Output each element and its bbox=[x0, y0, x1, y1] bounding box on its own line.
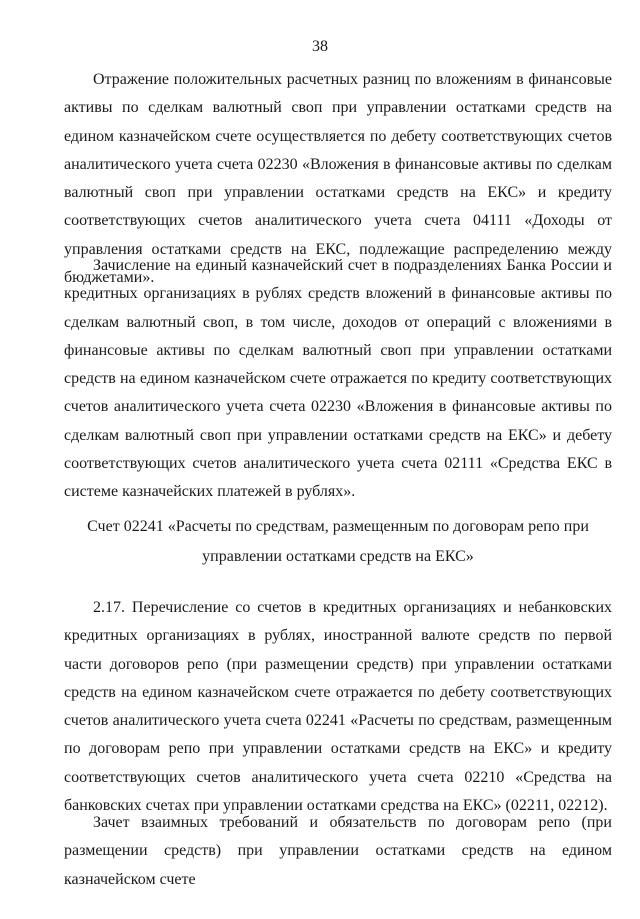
paragraph-repo-netting: Зачет взаимных требований и обязательств по договорам репо (при размещении средств) при управлении остатками средств на едином казначейском счете bbox=[64, 814, 612, 888]
section-swap-crediting bbox=[64, 252, 612, 507]
account-heading bbox=[64, 512, 612, 572]
paragraph-swap-crediting: Зачисление на единый казначейский счет в подразделениях Банка России и кредитных организациях в рублях средств вложений в финансовые активы по сделкам валютный своп, в том числе, доходов от операций с вложениями в финансовые активы по сделкам валютный своп при управлении остатками средств на едином казначейском счете отражается по кредиту соответствующих счетов аналитического учета счета 02230 «Вложения в финансовые активы по сделкам валютный своп при управлении остатками средств на ЕКС» и дебету соответствующих счетов аналитического учета счета 02111 «Средства ЕКС в системе казначейских платежей в рублях». bbox=[64, 257, 612, 501]
page-number: 38 bbox=[312, 38, 328, 55]
account-heading-line-1: Счет 02241 «Расчеты по средствам, размещенным по договорам репо при bbox=[87, 518, 589, 535]
paragraph-positive-differences: Отражение положительных расчетных разниц по вложениям в финансовые активы по сделкам валютный своп при управлении остатками средств на едином казначейском счете осуществляется по дебету соответствующих счетов аналитического учета счета 02230 «Вложения в финансовые активы по сделкам валютный своп при управлении остатками средств на ЕКС» и кредиту соответствующих счетов аналитического учета счета 04111 «Доходы от управления остатками средств на ЕКС, подлежащие распределению между бюджетами». bbox=[64, 71, 612, 287]
account-heading-line-2: управлении остатками средств на ЕКС» bbox=[202, 548, 474, 565]
section-repo-transfer bbox=[64, 594, 612, 820]
paragraph-repo-transfer: 2.17. Перечисление со счетов в кредитных организациях и небанковских кредитных организациях в рублях, иностранной валюте средств по первой части договоров репо (при размещении средств) при управлении остатками средств на едином казначейском счете отражается по дебету соответствующих счетов аналитического учета счета 02241 «Расчеты по средствам, размещенным по договорам репо при управлении остатками средств на ЕКС» и кредиту соответствующих счетов аналитического учета счета 02210 «Средства на банковских счетах при управлении остатками средства на ЕКС» (02211, 02212). bbox=[64, 599, 612, 815]
section-repo-netting bbox=[64, 809, 612, 894]
